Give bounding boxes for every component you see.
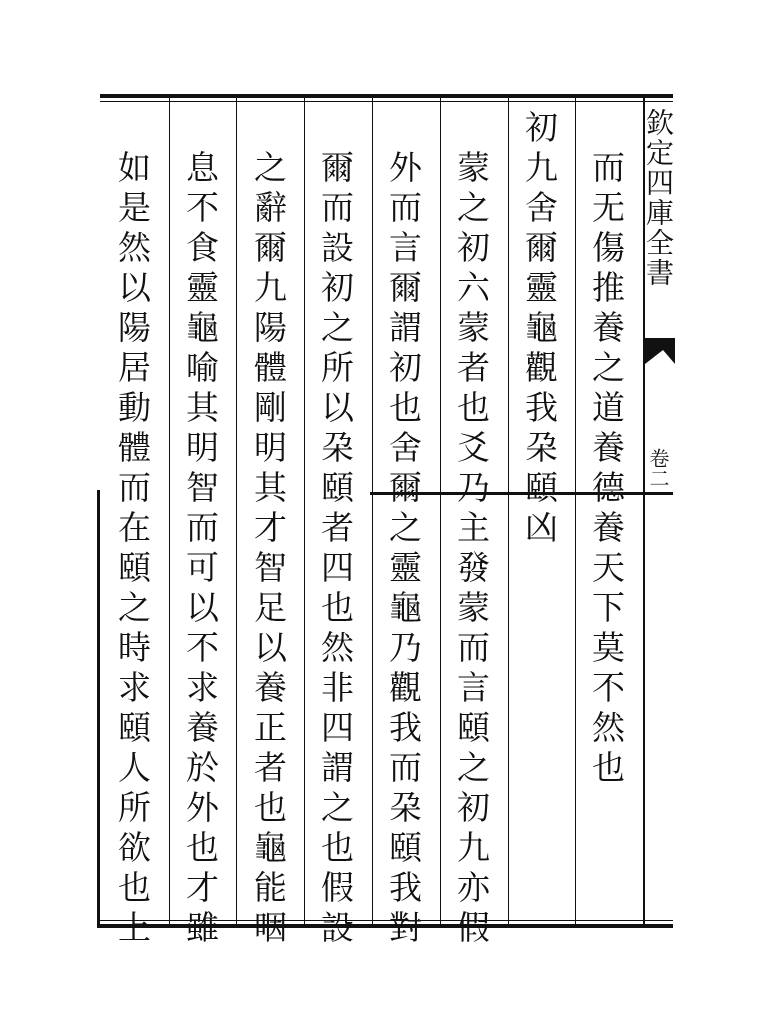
text-column: 息不食靈龜喻其明智而可以不求養於外也才雖 <box>181 150 220 950</box>
top-inner-rule <box>100 101 673 102</box>
text-column: 之辭爾九陽體剛明其才智足以養正者也龜能咽 <box>249 150 288 950</box>
column-divider <box>236 98 237 924</box>
column-divider <box>575 98 576 924</box>
text-column: 而无傷推養之道養德養天下莫不然也 <box>587 150 626 790</box>
text-column: 初九舍爾靈龜觀我朶頤凶 <box>520 110 559 550</box>
book-title: 欽定四庫全書 <box>642 108 675 288</box>
text-column: 如是然以陽居動體而在頤之時求頤人所欲也上 <box>113 150 152 950</box>
chapter-number: 卷二 <box>646 448 670 488</box>
column-divider <box>304 98 305 924</box>
column-divider <box>508 98 509 924</box>
column-divider <box>440 98 441 924</box>
fish-tail-mark-icon <box>645 338 675 364</box>
top-border-rule <box>100 94 673 98</box>
text-column: 蒙之初六蒙者也爻乃主發蒙而言頤之初九亦假 <box>452 150 491 950</box>
column-divider <box>372 98 373 924</box>
column-divider <box>169 98 170 924</box>
text-column: 爾而設初之所以朶頤者四也然非四謂之也假設 <box>316 150 355 950</box>
left-border-rule <box>97 490 100 928</box>
text-column: 外而言爾謂初也舍爾之靈龜乃觀我而朶頤我對 <box>384 150 423 950</box>
